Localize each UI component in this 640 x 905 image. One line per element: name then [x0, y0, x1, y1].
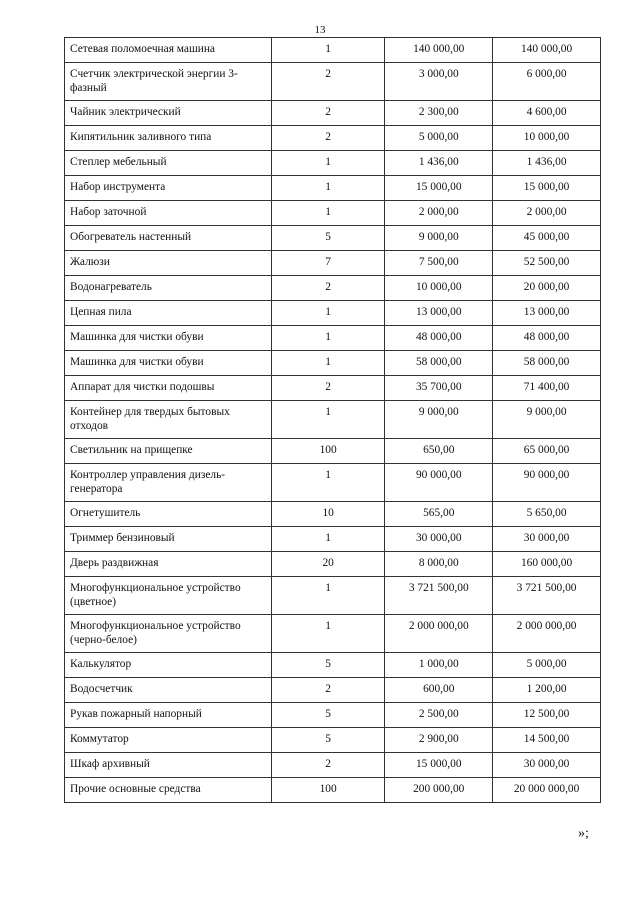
item-total-cell: 160 000,00	[493, 552, 601, 577]
table-row	[65, 176, 601, 201]
item-total-cell: 4 600,00	[493, 101, 601, 126]
item-total-cell: 1 200,00	[493, 678, 601, 703]
item-quantity-cell: 1	[271, 464, 384, 502]
item-unit-price-cell: 90 000,00	[385, 464, 493, 502]
item-total-cell: 20 000 000,00	[493, 778, 601, 803]
item-quantity-cell: 2	[271, 126, 384, 151]
item-quantity-cell: 2	[271, 678, 384, 703]
table-row	[65, 351, 601, 376]
item-unit-price-cell: 3 721 500,00	[385, 577, 493, 615]
table-row	[65, 678, 601, 703]
page-number: 13	[314, 24, 326, 36]
item-name-cell: Набор заточной	[65, 201, 272, 226]
item-unit-price-cell: 565,00	[385, 502, 493, 527]
item-unit-price-cell: 30 000,00	[385, 527, 493, 552]
item-quantity-cell: 5	[271, 226, 384, 251]
item-quantity-cell: 5	[271, 653, 384, 678]
item-name-cell: Жалюзи	[65, 251, 272, 276]
table-row	[65, 126, 601, 151]
item-quantity-cell: 1	[271, 38, 384, 63]
item-name-cell: Контроллер управления дизель-генератора	[65, 464, 272, 502]
item-total-cell: 65 000,00	[493, 439, 601, 464]
table-row	[65, 653, 601, 678]
item-unit-price-cell: 2 300,00	[385, 101, 493, 126]
item-unit-price-cell: 2 500,00	[385, 703, 493, 728]
table-row	[65, 615, 601, 653]
item-total-cell: 15 000,00	[493, 176, 601, 201]
item-name-cell: Сетевая поломоечная машина	[65, 38, 272, 63]
item-name-cell: Калькулятор	[65, 653, 272, 678]
item-quantity-cell: 100	[271, 439, 384, 464]
item-total-cell: 9 000,00	[493, 401, 601, 439]
item-name-cell: Коммутатор	[65, 728, 272, 753]
table-row	[65, 251, 601, 276]
item-quantity-cell: 2	[271, 276, 384, 301]
item-quantity-cell: 5	[271, 728, 384, 753]
item-unit-price-cell: 48 000,00	[385, 326, 493, 351]
table-row	[65, 401, 601, 439]
table-row	[65, 326, 601, 351]
item-total-cell: 45 000,00	[493, 226, 601, 251]
item-unit-price-cell: 650,00	[385, 439, 493, 464]
item-name-cell: Прочие основные средства	[65, 778, 272, 803]
item-name-cell: Многофункциональное устройство (цветное)	[65, 577, 272, 615]
table-row	[65, 101, 601, 126]
item-quantity-cell: 2	[271, 63, 384, 101]
item-total-cell: 71 400,00	[493, 376, 601, 401]
item-quantity-cell: 1	[271, 351, 384, 376]
item-name-cell: Машинка для чистки обуви	[65, 351, 272, 376]
item-unit-price-cell: 2 000,00	[385, 201, 493, 226]
table-row	[65, 276, 601, 301]
item-unit-price-cell: 9 000,00	[385, 226, 493, 251]
item-unit-price-cell: 8 000,00	[385, 552, 493, 577]
item-total-cell: 1 436,00	[493, 151, 601, 176]
item-unit-price-cell: 200 000,00	[385, 778, 493, 803]
item-total-cell: 12 500,00	[493, 703, 601, 728]
item-quantity-cell: 5	[271, 703, 384, 728]
item-name-cell: Набор инструмента	[65, 176, 272, 201]
item-unit-price-cell: 2 900,00	[385, 728, 493, 753]
item-name-cell: Водосчетчик	[65, 678, 272, 703]
item-unit-price-cell: 5 000,00	[385, 126, 493, 151]
item-total-cell: 5 650,00	[493, 502, 601, 527]
item-quantity-cell: 1	[271, 577, 384, 615]
item-total-cell: 13 000,00	[493, 301, 601, 326]
item-quantity-cell: 1	[271, 201, 384, 226]
table-row	[65, 502, 601, 527]
item-total-cell: 90 000,00	[493, 464, 601, 502]
item-unit-price-cell: 600,00	[385, 678, 493, 703]
item-quantity-cell: 1	[271, 615, 384, 653]
item-quantity-cell: 2	[271, 753, 384, 778]
item-name-cell: Обогреватель настенный	[65, 226, 272, 251]
item-total-cell: 30 000,00	[493, 753, 601, 778]
item-name-cell: Чайник электрический	[65, 101, 272, 126]
item-name-cell: Шкаф архивный	[65, 753, 272, 778]
item-quantity-cell: 1	[271, 401, 384, 439]
item-name-cell: Триммер бензиновый	[65, 527, 272, 552]
item-total-cell: 52 500,00	[493, 251, 601, 276]
item-quantity-cell: 2	[271, 376, 384, 401]
table-row	[65, 778, 601, 803]
item-quantity-cell: 1	[271, 326, 384, 351]
item-name-cell: Аппарат для чистки подошвы	[65, 376, 272, 401]
item-total-cell: 2 000,00	[493, 201, 601, 226]
item-unit-price-cell: 10 000,00	[385, 276, 493, 301]
item-unit-price-cell: 9 000,00	[385, 401, 493, 439]
table-row	[65, 753, 601, 778]
item-unit-price-cell: 15 000,00	[385, 176, 493, 201]
table-row	[65, 728, 601, 753]
table-row	[65, 464, 601, 502]
table-row	[65, 226, 601, 251]
table-row	[65, 439, 601, 464]
item-name-cell: Степлер мебельный	[65, 151, 272, 176]
item-quantity-cell: 100	[271, 778, 384, 803]
item-unit-price-cell: 1 436,00	[385, 151, 493, 176]
item-name-cell: Рукав пожарный напорный	[65, 703, 272, 728]
item-quantity-cell: 10	[271, 502, 384, 527]
item-quantity-cell: 1	[271, 301, 384, 326]
item-name-cell: Машинка для чистки обуви	[65, 326, 272, 351]
item-unit-price-cell: 1 000,00	[385, 653, 493, 678]
table-row	[65, 376, 601, 401]
item-quantity-cell: 1	[271, 527, 384, 552]
table-row	[65, 527, 601, 552]
item-total-cell: 3 721 500,00	[493, 577, 601, 615]
item-total-cell: 14 500,00	[493, 728, 601, 753]
table-row	[65, 552, 601, 577]
table-row	[65, 703, 601, 728]
table-row	[65, 38, 601, 63]
item-unit-price-cell: 13 000,00	[385, 301, 493, 326]
item-quantity-cell: 1	[271, 151, 384, 176]
item-total-cell: 10 000,00	[493, 126, 601, 151]
item-total-cell: 20 000,00	[493, 276, 601, 301]
table-row	[65, 577, 601, 615]
item-total-cell: 48 000,00	[493, 326, 601, 351]
table-row	[65, 301, 601, 326]
item-unit-price-cell: 3 000,00	[385, 63, 493, 101]
item-unit-price-cell: 2 000 000,00	[385, 615, 493, 653]
table-row	[65, 63, 601, 101]
item-total-cell: 58 000,00	[493, 351, 601, 376]
item-name-cell: Кипятильник заливного типа	[65, 126, 272, 151]
equipment-table-body	[65, 38, 601, 803]
item-total-cell: 5 000,00	[493, 653, 601, 678]
item-quantity-cell: 2	[271, 101, 384, 126]
item-name-cell: Огнетушитель	[65, 502, 272, 527]
item-total-cell: 30 000,00	[493, 527, 601, 552]
item-name-cell: Дверь раздвижная	[65, 552, 272, 577]
item-total-cell: 2 000 000,00	[493, 615, 601, 653]
item-unit-price-cell: 58 000,00	[385, 351, 493, 376]
item-name-cell: Водонагреватель	[65, 276, 272, 301]
closing-quote-mark: »;	[578, 826, 589, 841]
item-name-cell: Цепная пила	[65, 301, 272, 326]
equipment-table	[64, 37, 601, 803]
table-row	[65, 151, 601, 176]
item-total-cell: 6 000,00	[493, 63, 601, 101]
item-unit-price-cell: 140 000,00	[385, 38, 493, 63]
item-unit-price-cell: 35 700,00	[385, 376, 493, 401]
item-name-cell: Многофункциональное устройство (черно-белое)	[65, 615, 272, 653]
item-name-cell: Светильник на прищепке	[65, 439, 272, 464]
item-name-cell: Контейнер для твердых бытовых отходов	[65, 401, 272, 439]
item-quantity-cell: 7	[271, 251, 384, 276]
table-row	[65, 201, 601, 226]
item-total-cell: 140 000,00	[493, 38, 601, 63]
item-quantity-cell: 1	[271, 176, 384, 201]
item-unit-price-cell: 7 500,00	[385, 251, 493, 276]
item-name-cell: Счетчик электрической энергии 3-фазный	[65, 63, 272, 101]
item-unit-price-cell: 15 000,00	[385, 753, 493, 778]
item-quantity-cell: 20	[271, 552, 384, 577]
